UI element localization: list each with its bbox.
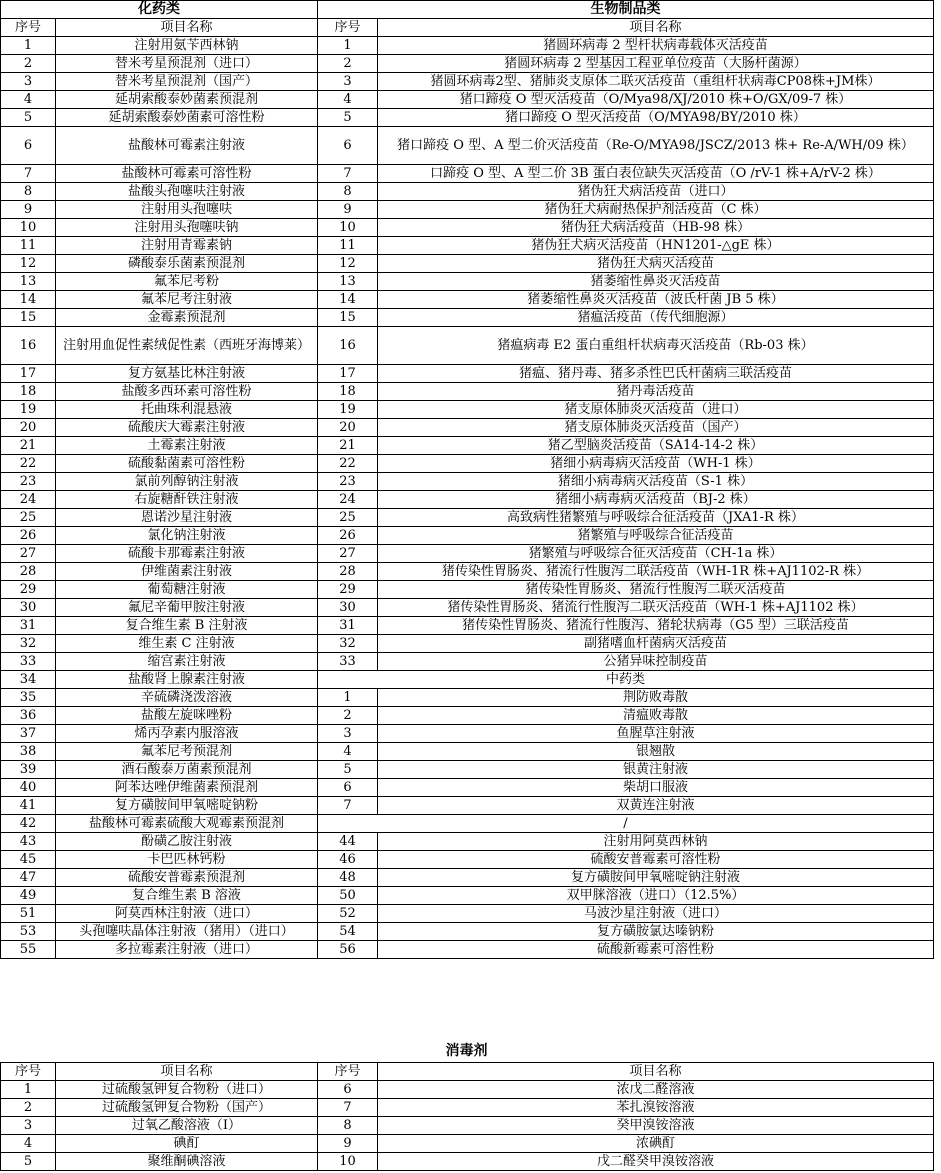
chemical-row-no: 4: [1, 91, 56, 109]
disinfectant-row-name: 过硫酸氢钾复合物粉（进口）: [56, 1081, 318, 1099]
chemical-row-name: 土霉素注射液: [56, 437, 318, 455]
chemical-row-name: 复方磺胺氯达嗪钠粉: [378, 923, 934, 941]
biologic-row-name: 猪传染性胃肠炎、猪流行性腹泻二联活疫苗（WH-1R 株+AJ1102-R 株）: [378, 563, 934, 581]
tcm-row-name: 银黄注射液: [378, 761, 934, 779]
chemical-row-no: 23: [1, 473, 56, 491]
tcm-row-no: 4: [318, 743, 378, 761]
disinfectant-row-no: 6: [318, 1081, 378, 1099]
table-row: [1, 581, 934, 599]
chemical-row-name: 阿莫西林注射液（进口）: [56, 905, 318, 923]
disinfectant-row-name: 浓戊二醛溶液: [378, 1081, 934, 1099]
table-row: [1, 291, 934, 309]
tcm-row-no: 7: [318, 797, 378, 815]
table-row: [1, 635, 934, 653]
biologic-row-name: 猪圆环病毒 2 型杆状病毒载体灭活疫苗: [378, 37, 934, 55]
chemical-row-no: 7: [1, 165, 56, 183]
chemical-row-name: 双甲脒溶液（进口）（12.5%）: [378, 887, 934, 905]
disinfectant-row-no: 3: [1, 1117, 56, 1135]
tcm-row-name: 荆防败毒散: [378, 689, 934, 707]
chemical-row-name: 氟苯尼考粉: [56, 273, 318, 291]
chemical-row-name: 盐酸左旋咪唑粉: [56, 707, 318, 725]
biologic-row-no: 7: [318, 165, 378, 183]
table-row: [1, 815, 934, 833]
chemical-row-name: 硫酸卡那霉素注射液: [56, 545, 318, 563]
chemical-row-no: 37: [1, 725, 56, 743]
biologic-row-name: 猪伪狂犬病活疫苗（HB-98 株）: [378, 219, 934, 237]
biologic-row-no: 20: [318, 419, 378, 437]
biologic-row-no: 24: [318, 491, 378, 509]
table-row: [1, 509, 934, 527]
table-row: [1, 237, 934, 255]
chemical-row-name: 酚磺乙胺注射液: [56, 833, 318, 851]
biologic-row-name: 猪萎缩性鼻炎灭活疫苗: [378, 273, 934, 291]
disinfectant-row-name: 聚维酮碘溶液: [56, 1153, 318, 1171]
biologic-row-no: 27: [318, 545, 378, 563]
chemical-row-name: 磷酸泰乐菌素预混剂: [56, 255, 318, 273]
chemical-row-no: 6: [1, 127, 56, 165]
table-row: [1, 109, 934, 127]
chemical-row-no: 2: [1, 55, 56, 73]
chemical-row-name: 氯化钠注射液: [56, 527, 318, 545]
chemical-row-no: 11: [1, 237, 56, 255]
chemical-row-name: 替米考星预混剂（进口）: [56, 55, 318, 73]
col-header-name: 项目名称: [56, 1063, 318, 1081]
chemical-row-name: 维生素 C 注射液: [56, 635, 318, 653]
chemical-row-no: 14: [1, 291, 56, 309]
chemical-row-no: 49: [1, 887, 56, 905]
biologic-row-no: 9: [318, 201, 378, 219]
chemical-row-no: 52: [318, 905, 378, 923]
chemical-row-no: 50: [318, 887, 378, 905]
chemical-row-no: 27: [1, 545, 56, 563]
biologic-row-name: 猪口蹄疫 O 型灭活疫苗（O/MYA98/BY/2010 株）: [378, 109, 934, 127]
biologic-row-name: 猪细小病毒病灭活疫苗（WH-1 株）: [378, 455, 934, 473]
chemical-row-name: 复合维生素 B 溶液: [56, 887, 318, 905]
table-row: [1, 91, 934, 109]
empty-slash-cell: /: [318, 815, 934, 833]
biologic-row-name: 猪圆环病毒2型、猪肺炎支原体二联灭活疫苗（重组杆状病毒CP08株+JM株）: [378, 73, 934, 91]
chemical-row-no: 18: [1, 383, 56, 401]
chemical-row-name: 氟尼辛葡甲胺注射液: [56, 599, 318, 617]
table-row: [1, 55, 934, 73]
biologic-row-no: 33: [318, 653, 378, 671]
biologic-row-name: 高致病性猪繁殖与呼吸综合征活疫苗（JXA1-R 株）: [378, 509, 934, 527]
chemical-row-no: 42: [1, 815, 56, 833]
chemical-row-name: 卡巴匹林钙粉: [56, 851, 318, 869]
biologic-row-name: 猪瘟活疫苗（传代细胞源）: [378, 309, 934, 327]
table-row: [1, 201, 934, 219]
chemical-row-no: 34: [1, 671, 56, 689]
table-row: [1, 941, 934, 959]
disinfectant-title: 消毒剂: [445, 1043, 488, 1059]
table-row: [1, 851, 934, 869]
tcm-row-name: 双黄连注射液: [378, 797, 934, 815]
disinfectant-row-no: 8: [318, 1117, 378, 1135]
table-row: [1, 273, 934, 291]
chemical-row-name: 复方磺胺间甲氧嘧啶钠注射液: [378, 869, 934, 887]
biologic-row-no: 14: [318, 291, 378, 309]
biologic-row-name: 猪萎缩性鼻炎灭活疫苗（波氏杆菌 JB 5 株）: [378, 291, 934, 309]
biologic-row-no: 16: [318, 327, 378, 365]
col-header-no: 序号: [318, 1063, 378, 1081]
table-row: [1, 1135, 934, 1153]
disinfectant-row-name: 碘酊: [56, 1135, 318, 1153]
table-row: [1, 527, 934, 545]
tcm-row-no: 3: [318, 725, 378, 743]
chemical-row-no: 13: [1, 273, 56, 291]
biologic-row-name: 公猪异味控制疫苗: [378, 653, 934, 671]
tcm-row-name: 鱼腥草注射液: [378, 725, 934, 743]
chemical-row-name: 金霉素预混剂: [56, 309, 318, 327]
table-row: [1, 923, 934, 941]
chemical-row-no: 8: [1, 183, 56, 201]
table-row: [1, 1099, 934, 1117]
chemical-row-no: 35: [1, 689, 56, 707]
chemical-row-no: 25: [1, 509, 56, 527]
biologic-row-name: 猪口蹄疫 O 型、A 型二价灭活疫苗（Re-O/MYA98/JSCZ/2013 株+ Re-A/WH/09 株）: [378, 127, 934, 165]
disinfectant-row-name: 癸甲溴铵溶液: [378, 1117, 934, 1135]
biologic-row-no: 1: [318, 37, 378, 55]
chemical-row-no: 28: [1, 563, 56, 581]
chemical-row-name: 硫酸安普霉素预混剂: [56, 869, 318, 887]
table-row: [1, 365, 934, 383]
chemical-row-name: 硫酸黏菌素可溶性粉: [56, 455, 318, 473]
chemical-row-no: 29: [1, 581, 56, 599]
chemical-row-no: 46: [318, 851, 378, 869]
table-row: [1, 689, 934, 707]
biologic-row-no: 11: [318, 237, 378, 255]
table-row: [1, 383, 934, 401]
table-row: [1, 183, 934, 201]
chemical-row-no: 47: [1, 869, 56, 887]
chemical-row-name: 注射用头孢噻呋钠: [56, 219, 318, 237]
biologic-row-name: 猪细小病毒病灭活疫苗（BJ-2 株）: [378, 491, 934, 509]
biologic-row-no: 13: [318, 273, 378, 291]
col-header-name: 项目名称: [378, 1063, 934, 1081]
biologic-row-name: 猪伪狂犬病耐热保护剂活疫苗（C 株）: [378, 201, 934, 219]
table-row: [1, 887, 934, 905]
chemical-row-no: 41: [1, 797, 56, 815]
chemical-row-no: 56: [318, 941, 378, 959]
main-table-body: [1, 1, 934, 959]
biologic-row-no: 17: [318, 365, 378, 383]
biologic-row-no: 5: [318, 109, 378, 127]
chemical-row-no: 44: [318, 833, 378, 851]
table-row: [1, 545, 934, 563]
disinfectant-row-name: 浓碘酊: [378, 1135, 934, 1153]
table-row: [1, 833, 934, 851]
table-row: [1, 309, 934, 327]
chemical-row-name: 阿苯达唑伊维菌素预混剂: [56, 779, 318, 797]
table-row: [1, 419, 934, 437]
tcm-row-no: 5: [318, 761, 378, 779]
table-row: [1, 401, 934, 419]
col-header-name: 项目名称: [56, 19, 318, 37]
chemical-row-no: 45: [1, 851, 56, 869]
chemical-row-no: 16: [1, 327, 56, 365]
chemical-row-no: 30: [1, 599, 56, 617]
biologic-row-no: 30: [318, 599, 378, 617]
biologic-row-name: 副猪嗜血杆菌病灭活疫苗: [378, 635, 934, 653]
biologic-row-name: 猪传染性胃肠炎、猪流行性腹泻、猪轮状病毒（G5 型）三联活疫苗: [378, 617, 934, 635]
biologic-row-name: 猪传染性胃肠炎、猪流行性腹泻二联灭活疫苗（WH-1 株+AJ1102 株）: [378, 599, 934, 617]
table-row: [1, 1081, 934, 1099]
table-row: [1, 473, 934, 491]
biologic-row-no: 29: [318, 581, 378, 599]
chemical-row-name: 注射用阿莫西林钠: [378, 833, 934, 851]
chemical-row-no: 36: [1, 707, 56, 725]
chemical-row-no: 39: [1, 761, 56, 779]
disinfectant-row-no: 4: [1, 1135, 56, 1153]
biologic-row-name: 猪繁殖与呼吸综合征活疫苗: [378, 527, 934, 545]
table-row: [1, 869, 934, 887]
chemical-row-no: 31: [1, 617, 56, 635]
biologic-row-name: 猪乙型脑炎活疫苗（SA14-14-2 株）: [378, 437, 934, 455]
disinfectant-row-name: 过硫酸氢钾复合物粉（国产）: [56, 1099, 318, 1117]
biologic-row-no: 28: [318, 563, 378, 581]
table-row: [1, 563, 934, 581]
chemical-row-name: 头孢噻呋晶体注射液（猪用）（进口）: [56, 923, 318, 941]
disinfectant-row-no: 5: [1, 1153, 56, 1171]
biologic-row-name: 猪丹毒活疫苗: [378, 383, 934, 401]
table-row: [1, 491, 934, 509]
chemical-row-no: 33: [1, 653, 56, 671]
biologic-row-name: 猪瘟病毒 E2 蛋白重组杆状病毒灭活疫苗（Rb-03 株）: [378, 327, 934, 365]
table-row: [1, 127, 934, 165]
biologic-row-name: 猪伪狂犬病灭活疫苗（HN1201-△gE 株）: [378, 237, 934, 255]
disinfectant-row-no: 2: [1, 1099, 56, 1117]
table-row: [1, 725, 934, 743]
col-header-name: 项目名称: [378, 19, 934, 37]
table-row: [1, 797, 934, 815]
biologic-row-name: 猪圆环病毒 2 型基因工程亚单位疫苗（大肠杆菌源）: [378, 55, 934, 73]
table-row: [1, 255, 934, 273]
table-row: [1, 327, 934, 365]
chemical-row-name: 延胡索酸泰妙菌素可溶性粉: [56, 109, 318, 127]
biologic-row-name: 猪支原体肺炎灭活疫苗（国产）: [378, 419, 934, 437]
chemical-row-name: 注射用青霉素钠: [56, 237, 318, 255]
tcm-row-name: 清瘟败毒散: [378, 707, 934, 725]
table-row: [1, 671, 934, 689]
biologic-row-name: 猪伪狂犬病活疫苗（进口）: [378, 183, 934, 201]
chemical-row-name: 盐酸头孢噻呋注射液: [56, 183, 318, 201]
biologic-row-no: 26: [318, 527, 378, 545]
table-row: [1, 73, 934, 91]
table-row: [1, 617, 934, 635]
table-row: [1, 761, 934, 779]
biologic-row-name: 猪瘟、猪丹毒、猪多杀性巴氏杆菌病三联活疫苗: [378, 365, 934, 383]
chemical-row-name: 伊维菌素注射液: [56, 563, 318, 581]
chemical-row-no: 21: [1, 437, 56, 455]
chemical-row-no: 48: [318, 869, 378, 887]
biologic-row-no: 21: [318, 437, 378, 455]
table-row: [1, 1117, 934, 1135]
biologic-row-no: 22: [318, 455, 378, 473]
col-header-no: 序号: [318, 19, 378, 37]
chemical-row-name: 复方磺胺间甲氧嘧啶钠粉: [56, 797, 318, 815]
chemical-row-name: 托曲珠利混悬液: [56, 401, 318, 419]
chemical-row-name: 氟苯尼考预混剂: [56, 743, 318, 761]
chemical-row-no: 55: [1, 941, 56, 959]
disinfectant-row-no: 7: [318, 1099, 378, 1117]
chemical-row-name: 恩诺沙星注射液: [56, 509, 318, 527]
table-row: [1, 653, 934, 671]
biologic-row-no: 4: [318, 91, 378, 109]
biologic-row-no: 15: [318, 309, 378, 327]
table-row: [1, 707, 934, 725]
chemical-row-no: 17: [1, 365, 56, 383]
chemical-row-no: 20: [1, 419, 56, 437]
biologic-row-no: 12: [318, 255, 378, 273]
chemical-row-no: 22: [1, 455, 56, 473]
biologic-row-no: 25: [318, 509, 378, 527]
disinfectant-table: [0, 1062, 934, 1171]
biologic-row-no: 8: [318, 183, 378, 201]
chemical-row-name: 右旋糖酐铁注射液: [56, 491, 318, 509]
tcm-row-name: 银翘散: [378, 743, 934, 761]
chemical-row-no: 3: [1, 73, 56, 91]
tcm-header: 中药类: [318, 671, 934, 689]
chemical-row-no: 26: [1, 527, 56, 545]
table-row: [1, 599, 934, 617]
chemical-row-name: 氟苯尼考注射液: [56, 291, 318, 309]
chemical-row-no: 38: [1, 743, 56, 761]
biologic-row-name: 猪口蹄疫 O 型灭活疫苗（O/Mya98/XJ/2010 株+O/GX/09-7 株）: [378, 91, 934, 109]
table-row: [1, 437, 934, 455]
biologic-row-name: 猪支原体肺炎灭活疫苗（进口）: [378, 401, 934, 419]
table-row: [1, 219, 934, 237]
col-header-no: 序号: [1, 19, 56, 37]
disinfectant-row-name: 戊二醛癸甲溴铵溶液: [378, 1153, 934, 1171]
chemical-row-name: 盐酸肾上腺素注射液: [56, 671, 318, 689]
biologic-row-no: 6: [318, 127, 378, 165]
col-header-no: 序号: [1, 1063, 56, 1081]
table-row: [1, 1153, 934, 1171]
disinfectant-row-no: 10: [318, 1153, 378, 1171]
biologics-header: 生物制品类: [318, 1, 934, 19]
chemical-row-no: 51: [1, 905, 56, 923]
chemical-row-name: 氯前列醇钠注射液: [56, 473, 318, 491]
chemical-row-name: 硫酸庆大霉素注射液: [56, 419, 318, 437]
chemical-row-name: 复合维生素 B 注射液: [56, 617, 318, 635]
chemical-row-name: 缩宫素注射液: [56, 653, 318, 671]
chemical-row-no: 5: [1, 109, 56, 127]
biologic-row-name: 猪繁殖与呼吸综合征灭活疫苗（CH-1a 株）: [378, 545, 934, 563]
tcm-row-no: 1: [318, 689, 378, 707]
chemical-row-name: 注射用氨苄西林钠: [56, 37, 318, 55]
chemical-row-name: 葡萄糖注射液: [56, 581, 318, 599]
chemical-row-name: 酒石酸泰万菌素预混剂: [56, 761, 318, 779]
chemical-row-name: 硫酸安普霉素可溶性粉: [378, 851, 934, 869]
chemical-row-name: 盐酸多西环素可溶性粉: [56, 383, 318, 401]
table-row: [1, 905, 934, 923]
biologic-row-no: 19: [318, 401, 378, 419]
biologic-row-no: 2: [318, 55, 378, 73]
chemical-row-name: 马波沙星注射液（进口）: [378, 905, 934, 923]
disinfectant-row-name: 过氧乙酸溶液（Ⅰ）: [56, 1117, 318, 1135]
table-row: [1, 165, 934, 183]
biologic-row-name: 猪细小病毒病灭活疫苗（S-1 株）: [378, 473, 934, 491]
chemical-row-name: 注射用头孢噻呋: [56, 201, 318, 219]
table-row: [1, 455, 934, 473]
chemical-row-name: 烯丙孕素内服溶液: [56, 725, 318, 743]
chemical-row-no: 24: [1, 491, 56, 509]
biologic-row-no: 18: [318, 383, 378, 401]
chemical-row-name: 注射用血促性素绒促性素（西班牙海博莱）: [56, 327, 318, 365]
chemical-row-name: 盐酸林可霉素注射液: [56, 127, 318, 165]
biologic-row-no: 23: [318, 473, 378, 491]
biologic-row-no: 31: [318, 617, 378, 635]
disinfectant-row-name: 苯扎溴铵溶液: [378, 1099, 934, 1117]
chemical-row-name: 辛硫磷浇泼溶液: [56, 689, 318, 707]
chemical-row-name: 盐酸林可霉素硫酸大观霉素预混剂: [56, 815, 318, 833]
chemical-row-no: 32: [1, 635, 56, 653]
table-row: [1, 743, 934, 761]
table-row: [1, 779, 934, 797]
chemical-row-name: 复方氨基比林注射液: [56, 365, 318, 383]
chemical-row-no: 53: [1, 923, 56, 941]
chemical-row-name: 盐酸林可霉素可溶性粉: [56, 165, 318, 183]
chemical-row-no: 12: [1, 255, 56, 273]
chemical-drugs-header: 化药类: [1, 1, 318, 19]
tcm-row-no: 2: [318, 707, 378, 725]
chemical-row-name: 硫酸新霉素可溶性粉: [378, 941, 934, 959]
chemical-row-no: 54: [318, 923, 378, 941]
chemical-row-no: 19: [1, 401, 56, 419]
table-row: [1, 37, 934, 55]
chemical-row-name: 延胡索酸泰妙菌素预混剂: [56, 91, 318, 109]
chemical-row-no: 43: [1, 833, 56, 851]
biologic-row-name: 猪传染性胃肠炎、猪流行性腹泻二联灭活疫苗: [378, 581, 934, 599]
chemical-row-no: 40: [1, 779, 56, 797]
biologic-row-name: 猪伪狂犬病灭活疫苗: [378, 255, 934, 273]
chemical-row-no: 1: [1, 37, 56, 55]
disinfectant-row-no: 1: [1, 1081, 56, 1099]
chemical-row-no: 10: [1, 219, 56, 237]
chemical-row-no: 9: [1, 201, 56, 219]
disinfectant-row-no: 9: [318, 1135, 378, 1153]
tcm-row-name: 柴胡口服液: [378, 779, 934, 797]
biologic-row-name: 口蹄疫 O 型、A 型二价 3B 蛋白表位缺失灭活疫苗（O /rV-1 株+A/rV-2 株）: [378, 165, 934, 183]
chemical-row-no: 15: [1, 309, 56, 327]
biologic-row-no: 10: [318, 219, 378, 237]
tcm-row-no: 6: [318, 779, 378, 797]
biologic-row-no: 3: [318, 73, 378, 91]
disinfectant-table-body: [1, 1063, 934, 1171]
chemical-row-name: 替米考星预混剂（国产）: [56, 73, 318, 91]
biologic-row-no: 32: [318, 635, 378, 653]
chemical-row-name: 多拉霉素注射液（进口）: [56, 941, 318, 959]
